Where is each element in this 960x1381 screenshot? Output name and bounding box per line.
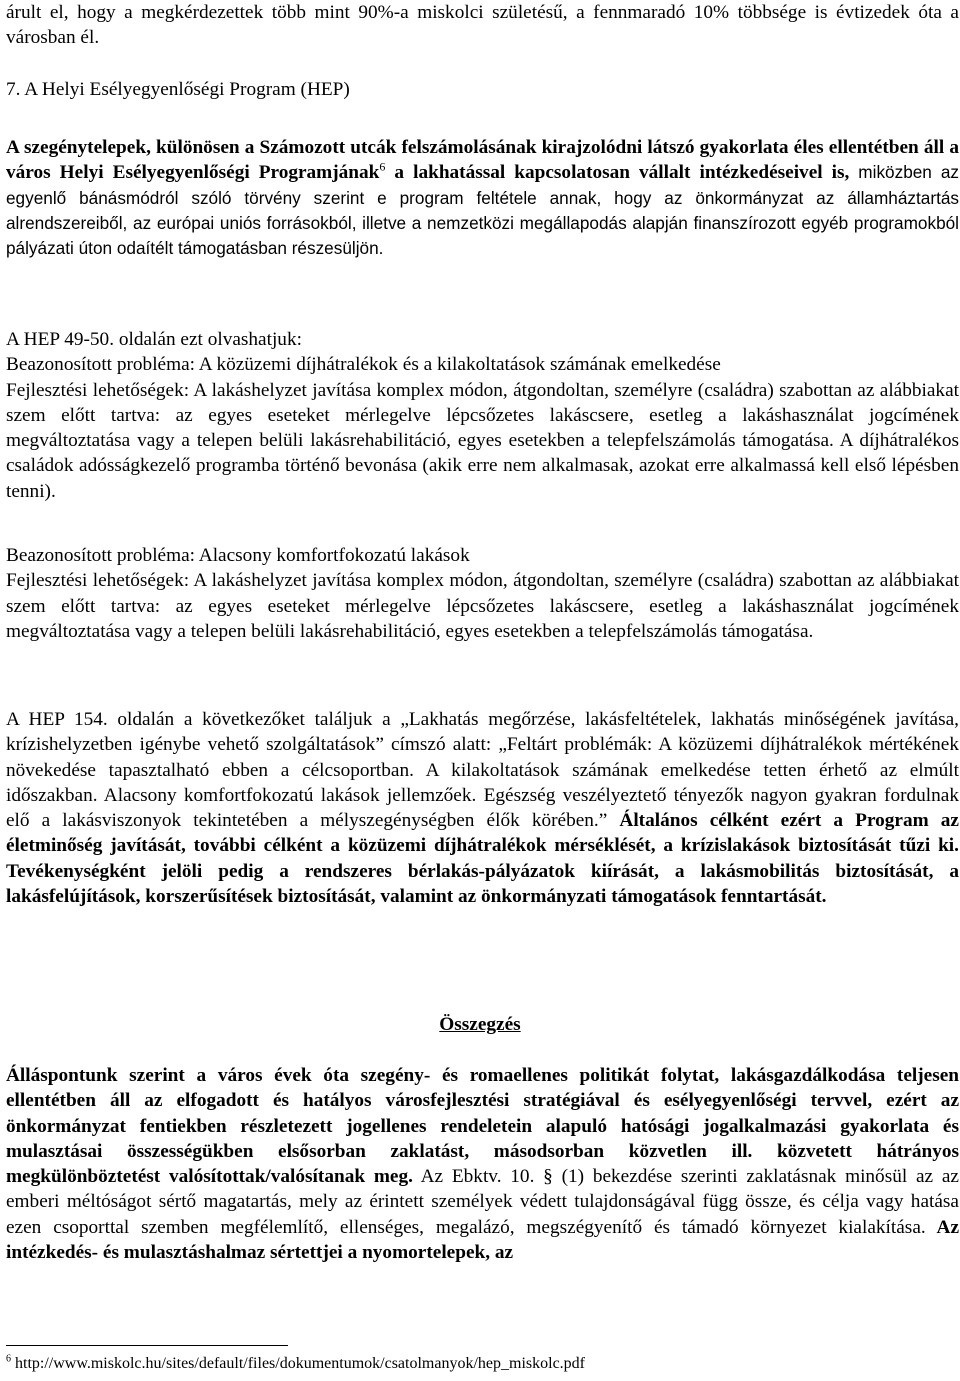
- development-options-2: Fejlesztési lehetőségek: A lakáshelyzet javítása komplex módon, átgondoltan, személyre (családra) szabottan az alábbiakat szem előtt tartva: az egyes eseteket mérlegelve lépcsőzetes lakáscsere, esetleg a lakáshasználat jogcímének megváltoztatása vagy a telepen belüli lakásrehabilitáció, egyes esetekben a telepfelszámolás támogatása.: [6, 570, 959, 642]
- development-options-1: Fejlesztési lehetőségek: A lakáshelyzet javítása komplex módon, átgondoltan, személyre (családra) szabottan az alábbiakat szem előtt tartva: az egyes eseteket mérlegelve lépcsőzetes lakáscsere, esetleg a lakáshasználat jogcímének megváltoztatása vagy a telepen belüli lakásrehabilitáció, egyes esetekben a telepfelszámolás támogatása. A díjhátralékos családok adósságkezelő programba történő bevonása (akik erre nem alkalmasak, azokat erre alkalmassá kell első lépésben tenni).: [6, 379, 959, 502]
- intro-paragraph: árult el, hogy a megkérdezettek több mint 90%-a miskolci születésű, a fennmaradó 10% többsége is évtizedek óta a városban él.: [6, 2, 959, 49]
- summary-paragraph: [6, 1063, 959, 1265]
- hep-quote-block-1: [6, 327, 959, 504]
- summary-bold: Álláspontunk szerint a város évek óta szegény- és romaellenes politikát folytat, lakásgazdálkodása teljesen ellentétben áll az elfogadott és hatályos városfejlesztési stratégiával és esélyegyenlőségi tervvel, ezért az önkormányzat fentiekben részletezett jogellenes rendeletein alapuló hatósági jogalkalmazási gyakorlata és mulasztásai összességükben elsősorban zaklatást, másodsorban közvetlen ill. közvetett hátrányos megkülönböztetést valósítottak/valósítanak meg.: [6, 1065, 959, 1188]
- identified-problem-1: Beazonosított probléma: A közüzemi díjhátralékok és a kilakoltatások számának emelkedése: [6, 354, 721, 376]
- hep-154-paragraph: [6, 707, 959, 909]
- summary-normal: Az Ebktv. 10. § (1) bekezdése szerinti zaklatásnak minősül az az emberi méltóságot sértő magatartás, mely az érintett személyek védett tulajdonságával függ össze, és célja vagy hatása ezen csoporttal szemben megfélemlítő, ellenséges, megalázó, megszégyenítő és támadó környezet kialakítása.: [6, 1166, 959, 1238]
- footnote-divider: [6, 1345, 288, 1346]
- footnote: [6, 1354, 585, 1374]
- hep-normal-text: miközben az egyenlő bánásmódról szóló törvény szerint e program feltétele annak, hogy az önkormányzat az államháztartás alrendszereiből, az európai uniós forrásokból, illetve a nemzetközi megállapodás alapján finanszírozott egyéb programokból pályázati úton odaítélt támogatásban részesüljön.: [6, 162, 960, 259]
- hep-paragraph: [6, 135, 959, 261]
- hep-bold-text: A szegénytelepek, különösen a Számozott utcák felszámolásának kirajzolódni látszó gyakorlata éles ellentétben áll a város Helyi Esélyegyenlőségi Programjának: [6, 137, 959, 184]
- footnote-ref[interactable]: 6: [379, 159, 386, 174]
- section-heading: 7. A Helyi Esélyegyenlőségi Program (HEP): [6, 79, 350, 100]
- hep-154-bold: Általános célként ezért a Program az életminőség javítását, további célként a közüzemi díjhátralékok mérséklését, a krízislakások biztosítását tűzi ki. Tevékenységként jelöli pedig a rendszeres bérlakás-pályázatok kiírását, a lakásmobilitás biztosítását, a lakásfelújítások, korszerűsítések biztosítását, valamint az önkormányzati támogatások fenntartását.: [6, 810, 959, 908]
- footnote-link[interactable]: http://www.miskolc.hu/sites/default/files/dokumentumok/csatolmanyok/hep_miskolc.pdf: [11, 1355, 585, 1372]
- summary-bold-2: Az intézkedés- és mulasztáshalmaz sértettjei a nyomortelepek, az: [6, 1216, 959, 1264]
- hep-154-normal: A HEP 154. oldalán a következőket találjuk a „Lakhatás megőrzése, lakásfeltételek, lakhatás minőségének javítása, krízishelyzetben igénybe vehető szolgáltatások” címszó alatt: „Feltárt problémák: A közüzemi díjhátralékok mértékének növekedése tapasztalható ebben a célcsoportban. A kilakoltatások számának emelkedése tetten érhető az elmúlt időszakban. Alacsony komfortfokozatú lakások jellemzőek. Egészség veszélyeztető tényezők nagyon gyakran fordulnak elő a lakásviszonyok tekintetében a mélyszegénységben élők körében.”: [6, 709, 959, 832]
- identified-problem-2: Beazonosított probléma: Alacsony komfortfokozatú lakások: [6, 545, 470, 566]
- footnote-number: 6: [6, 1353, 11, 1365]
- hep-page-intro: A HEP 49-50. oldalán ezt olvashatjuk:: [6, 329, 302, 350]
- summary-heading: Összegzés: [439, 1014, 521, 1035]
- hep-bold-text-2: a lakhatással kapcsolatosan vállalt intézkedéseivel is,: [385, 162, 850, 184]
- hep-quote-block-2: [6, 543, 959, 644]
